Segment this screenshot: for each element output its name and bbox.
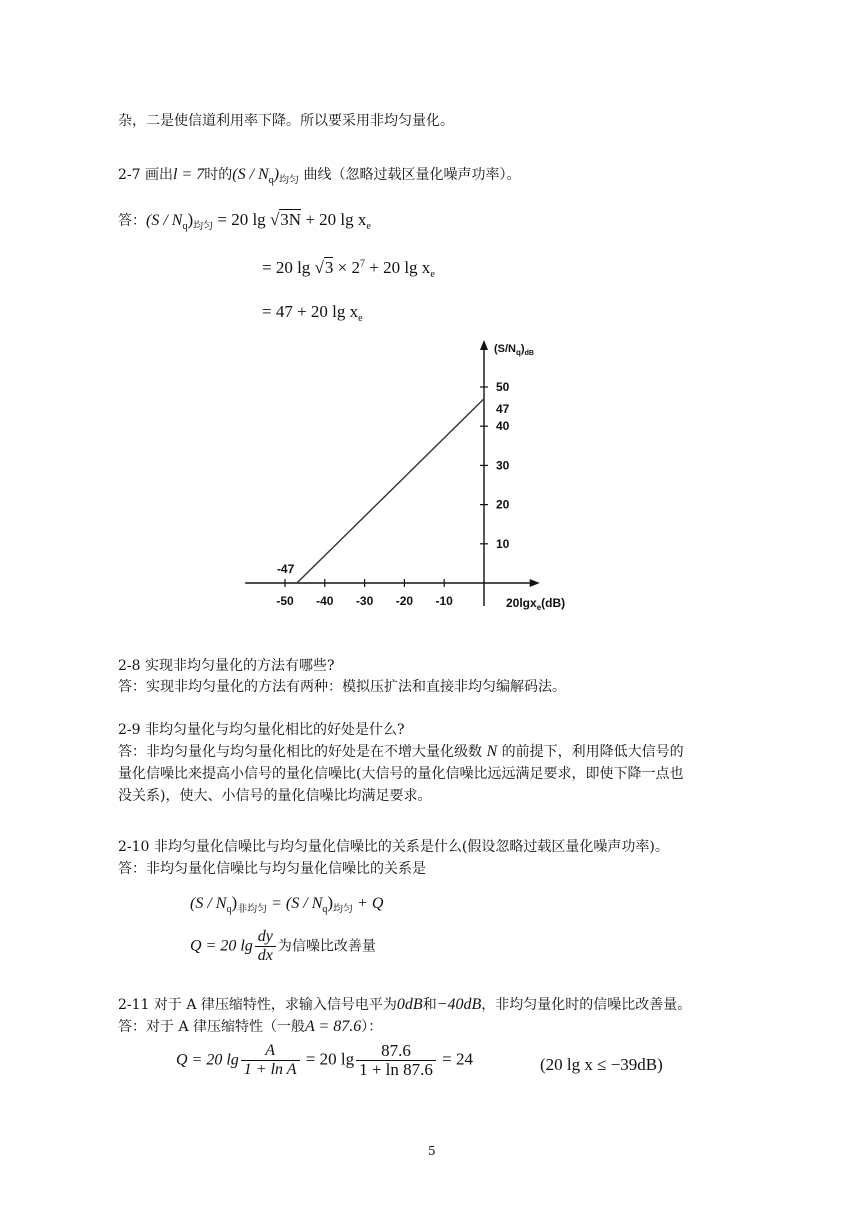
equation-a-law: Q = 20 lg $\frac{A}{\text{1 + ln A}}$ = 20 lg $\frac{87.6}{1 + \ln 87.6}$ = 24 [176,1041,473,1079]
y-axis-label: $(S/N_q)_{dB}$ [494,342,534,357]
question-2-7: 2-7 画出l = 7时的$(S / N_q)_{均匀}$ 曲线（忽略过载区量化噪声功率）。 [118,166,521,186]
y-axis-arrow [480,340,488,350]
question-2-9: 2-9 非均匀量化与均匀量化相比的好处是什么? [118,722,405,738]
page-number: 5 [428,1144,436,1158]
answer-2-11: 答：对于 A 律压缩特性（一般A = 87.6）： [118,1018,383,1035]
chart-series [297,399,484,583]
y-tick-label: 30 [496,458,510,473]
annotation-minus-47: -47 [276,562,295,576]
x-tick-label: -10 [435,594,453,608]
equation-improvement: Q = 20 lg $\frac{dy}{dx}$ 为信噪比改善量 [190,928,376,964]
answer-2-9-line1: 答：非均匀量化与均匀量化相比的好处是在不增大量化级数 N 的前提下，利用降低大信号的 [118,743,684,760]
answer-2-7-line2: = 20 $\lg √3 \times 2^7 + 20$ $\lg x_e$ [262,258,435,280]
annotation-47: 47 [496,401,510,416]
snr-line [297,399,484,583]
answer-2-10: 答：非均匀量化信噪比与均匀量化信噪比的关系是 [118,861,426,877]
y-tick-label: 10 [496,536,510,551]
continued-paragraph: 杂，二是使信道利用率下降。所以要采用非均匀量化。 [118,113,454,129]
equation-snr-relation: $(S / N_q)_{非均匀} = (S / N_q)_{均匀} + Q$ [190,893,384,915]
x-axis-label: 20lgx$_e$(dB) [506,596,566,612]
equation-a-law-condition: (20 lg x ≤ −39dB) [540,1055,663,1074]
question-2-10: 2-10 非均匀量化信噪比与均匀量化信噪比的关系是什么(假设忽略过载区量化噪声功率)。 [118,839,669,855]
answer-2-8: 答：实现非均匀量化的方法有两种：模拟压扩法和直接非均匀编解码法。 [118,679,566,695]
x-tick-label: -20 [395,594,414,608]
x-tick-label: -40 [316,594,334,608]
question-2-11: 2-11 对于 A 律压缩特性，求输入信号电平为0dB和−40dB，非均匀量化时的信噪比改善量。 [118,996,692,1013]
question-2-8: 2-8 实现非均匀量化的方法有哪些? [118,658,335,674]
answer-2-7-line3: = 47 + 20 $\lg x_e$ [262,302,363,324]
answer-2-9-line3: 没关系)，使大、小信号的量化信噪比均满足要求。 [118,788,432,804]
x-axis-arrow [530,579,540,587]
chart-labels [276,343,565,612]
y-tick-label: 50 [496,380,510,394]
y-tick-label: 40 [496,419,510,434]
answer-2-9-line2: 量化信噪比来提高小信号的量化信噪比(大信号的量化信噪比远远满足要求，即使下降一点也 [118,766,684,782]
x-tick-label: -50 [276,594,294,608]
y-tick-label: 20 [496,497,510,512]
x-tick-label: -30 [355,594,374,608]
answer-2-7-line1: 答：$(S / N_q)_{均匀} = 20$ lg √3N + 20 $\lg x_e$ [118,210,371,232]
